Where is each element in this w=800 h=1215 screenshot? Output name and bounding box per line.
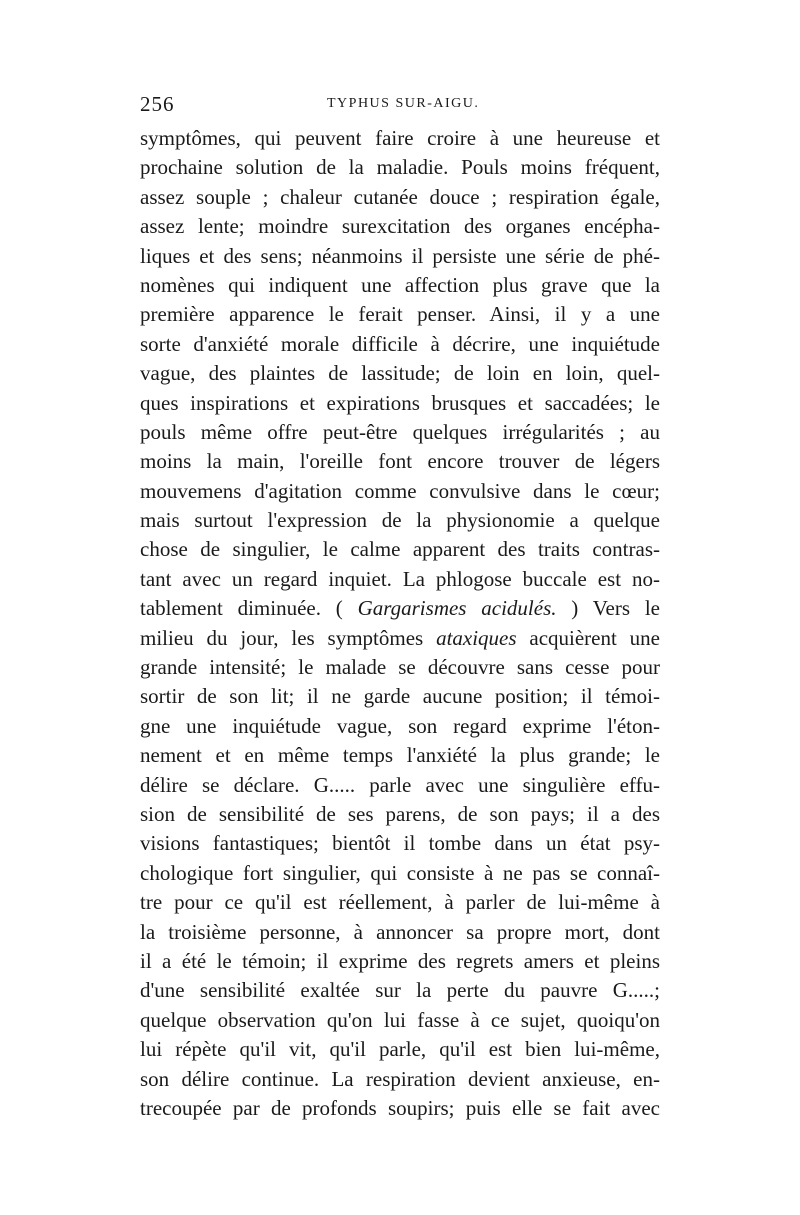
text-line — [140, 624, 660, 653]
line-text: il a été le témoin; il exprime des regrets amers et pleins — [140, 948, 660, 973]
text-line — [140, 565, 660, 594]
line-text: tablement diminuée. ( — [140, 596, 358, 621]
text-line — [140, 242, 660, 271]
text-line — [140, 153, 660, 182]
line-text: la troisième personne, à annoncer sa propre mort, dont — [140, 919, 660, 944]
line-text: d'une sensibilité exaltée sur la perte du pauvre G.....; — [140, 978, 660, 1003]
line-text: assez lente; moindre surexcitation des organes encépha- — [140, 214, 660, 239]
line-text: ) Vers le — [556, 596, 660, 621]
text-line — [140, 888, 660, 917]
text-line — [140, 976, 660, 1005]
line-text: chose de singulier, le calme apparent des traits contras- — [140, 537, 660, 562]
page-header — [140, 92, 660, 120]
text-line — [140, 1006, 660, 1035]
line-text: quelque observation qu'on lui fasse à ce sujet, quoiqu'on — [140, 1007, 660, 1032]
text-line — [140, 212, 660, 241]
line-text: liques et des sens; néanmoins il persiste une série de phé- — [140, 243, 660, 268]
line-text: symptômes, qui peuvent faire croire à une heureuse et — [140, 126, 660, 150]
text-line — [140, 447, 660, 476]
text-line — [140, 124, 660, 153]
text-line — [140, 359, 660, 388]
text-line — [140, 300, 660, 329]
text-line — [140, 859, 660, 888]
italic-text: Gargarismes acidulés. — [357, 596, 557, 621]
text-line — [140, 183, 660, 212]
line-text: ques inspirations et expirations brusques et saccadées; le — [140, 390, 660, 415]
body-text — [140, 124, 660, 1123]
italic-text: ataxiques — [436, 625, 517, 650]
line-text: première apparence le ferait penser. Ainsi, il y a une — [140, 302, 660, 327]
text-line — [140, 741, 660, 770]
text-line — [140, 829, 660, 858]
running-head: TYPHUS SUR-AIGU. — [327, 96, 480, 111]
line-text: tre pour ce qu'il est réellement, à parler de lui-même à — [140, 890, 660, 915]
line-text: nement et en même temps l'anxiété la plus grande; le — [140, 743, 660, 768]
line-text: mais surtout l'expression de la physionomie a quelque — [140, 508, 660, 533]
line-text: prochaine solution de la maladie. Pouls moins fréquent, — [140, 155, 660, 180]
line-text: chologique fort singulier, qui consiste à ne pas se connaî- — [140, 860, 660, 885]
text-line — [140, 712, 660, 741]
line-text: tant avec un regard inquiet. La phlogose buccale est no- — [140, 566, 660, 591]
line-text: moins la main, l'oreille font encore trouver de légers — [140, 449, 660, 474]
line-text: délire se déclare. G..... parle avec une singulière effu- — [140, 772, 660, 797]
text-line — [140, 389, 660, 418]
text-line — [140, 947, 660, 976]
line-text: sorte d'anxiété morale difficile à décrire, une inquiétude — [140, 331, 660, 356]
line-text: son délire continue. La respiration devient anxieuse, en- — [140, 1066, 660, 1091]
text-line — [140, 1065, 660, 1094]
text-line — [140, 918, 660, 947]
line-text: visions fantastiques; bientôt il tombe dans un état psy- — [140, 831, 660, 856]
line-text: grande intensité; le malade se découvre sans cesse pour — [140, 655, 660, 680]
text-line — [140, 477, 660, 506]
text-line — [140, 771, 660, 800]
line-text: milieu du jour, les symptômes — [140, 625, 437, 650]
page-number: 256 — [140, 92, 175, 116]
text-line — [140, 682, 660, 711]
line-text: mouvemens d'agitation comme convulsive dans le cœur; — [140, 478, 660, 503]
line-text: vague, des plaintes de lassitude; de loin en loin, quel- — [140, 361, 660, 386]
text-line — [140, 271, 660, 300]
line-text: trecoupée par de profonds soupirs; puis elle se fait avec — [140, 1095, 660, 1120]
text-line — [140, 506, 660, 535]
text-line — [140, 330, 660, 359]
line-text: nomènes qui indiquent une affection plus grave que la — [140, 272, 660, 297]
text-line — [140, 653, 660, 682]
text-line — [140, 535, 660, 564]
line-text: lui répète qu'il vit, qu'il parle, qu'il est bien lui-même, — [140, 1037, 660, 1062]
text-line — [140, 1035, 660, 1064]
line-text: assez souple ; chaleur cutanée douce ; respiration égale, — [140, 184, 660, 209]
text-line — [140, 594, 660, 623]
line-text: sortir de son lit; il ne garde aucune position; il témoi- — [140, 684, 660, 709]
text-line — [140, 800, 660, 829]
line-text: acquièrent une — [516, 625, 660, 650]
line-text: sion de sensibilité de ses parens, de son pays; il a des — [140, 801, 660, 826]
line-text: gne une inquiétude vague, son regard exprime l'éton- — [140, 713, 660, 738]
line-text: pouls même offre peut-être quelques irrégularités ; au — [140, 419, 660, 444]
text-line — [140, 418, 660, 447]
text-line — [140, 1094, 660, 1123]
